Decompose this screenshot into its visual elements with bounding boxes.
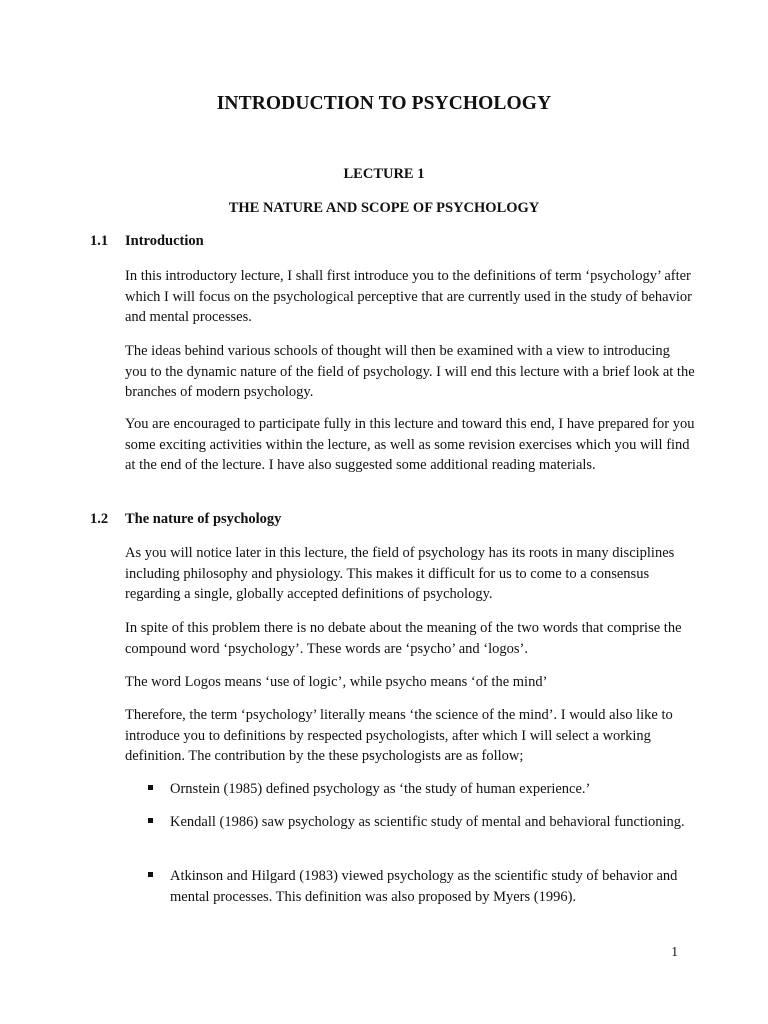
paragraph: In spite of this problem there is no debate about the meaning of the two words that comprise the compound word ‘psychology’. These words are ‘psycho’ and ‘logos’. bbox=[125, 620, 682, 657]
paragraph: Therefore, the term ‘psychology’ literally means ‘the science of the mind’. I would also like to introduce you to definitions by respected psychologists, after which I will select a working definition. The contribution by the these psychologists are as follow; bbox=[125, 707, 673, 765]
list-item-text: Kendall (1986) saw psychology as scientific study of mental and behavioral functioning. bbox=[170, 814, 685, 830]
bullet-square-icon bbox=[148, 818, 153, 823]
paragraph: The ideas behind various schools of thought will then be examined with a view to introducing you to the dynamic nature of the field of psychology. I will end this lecture with a brief look at the branches of modern psychology. bbox=[125, 343, 695, 401]
section-title: The nature of psychology bbox=[125, 511, 282, 527]
paragraph: You are encouraged to participate fully in this lecture and toward this end, I have prepared for you some exciting activities within the lecture, as well as some revision exercises which you will find at the end of the lecture. I have also suggested some additional reading materials. bbox=[125, 416, 695, 474]
list-item bbox=[148, 779, 688, 800]
lecture-title: THE NATURE AND SCOPE OF PSYCHOLOGY bbox=[228, 200, 540, 216]
bullet-square-icon bbox=[148, 785, 153, 790]
section-heading-nature-of-psychology bbox=[90, 511, 281, 528]
paragraph: The word Logos means ‘use of logic’, while psycho means ‘of the mind’ bbox=[125, 674, 548, 690]
paragraph: In this introductory lecture, I shall first introduce you to the definitions of term ‘psychology’ after which I will focus on the psychological perceptive that are currently used in the study of behavior and mental processes. bbox=[125, 268, 692, 326]
list-item-text: Ornstein (1985) defined psychology as ‘the study of human experience.’ bbox=[170, 781, 591, 797]
paragraph: As you will notice later in this lecture, the field of psychology has its roots in many disciplines including philosophy and physiology. This makes it difficult for us to come to a consensus regarding a single, globally accepted definitions of psychology. bbox=[125, 545, 675, 603]
section-number: 1.1 bbox=[90, 233, 109, 249]
list-item bbox=[148, 812, 688, 833]
bullet-square-icon bbox=[148, 872, 153, 877]
section-number: 1.2 bbox=[90, 511, 109, 527]
list-item-text: Atkinson and Hilgard (1983) viewed psychology as the scientific study of behavior and mental processes. This definition was also proposed by Myers (1996). bbox=[170, 868, 678, 905]
section-title: Introduction bbox=[125, 233, 204, 249]
section-heading-introduction bbox=[90, 233, 204, 250]
lecture-number: LECTURE 1 bbox=[343, 166, 425, 182]
document-title: INTRODUCTION TO PSYCHOLOGY bbox=[216, 93, 552, 114]
page-number: 1 bbox=[671, 944, 678, 959]
list-item bbox=[148, 866, 688, 907]
